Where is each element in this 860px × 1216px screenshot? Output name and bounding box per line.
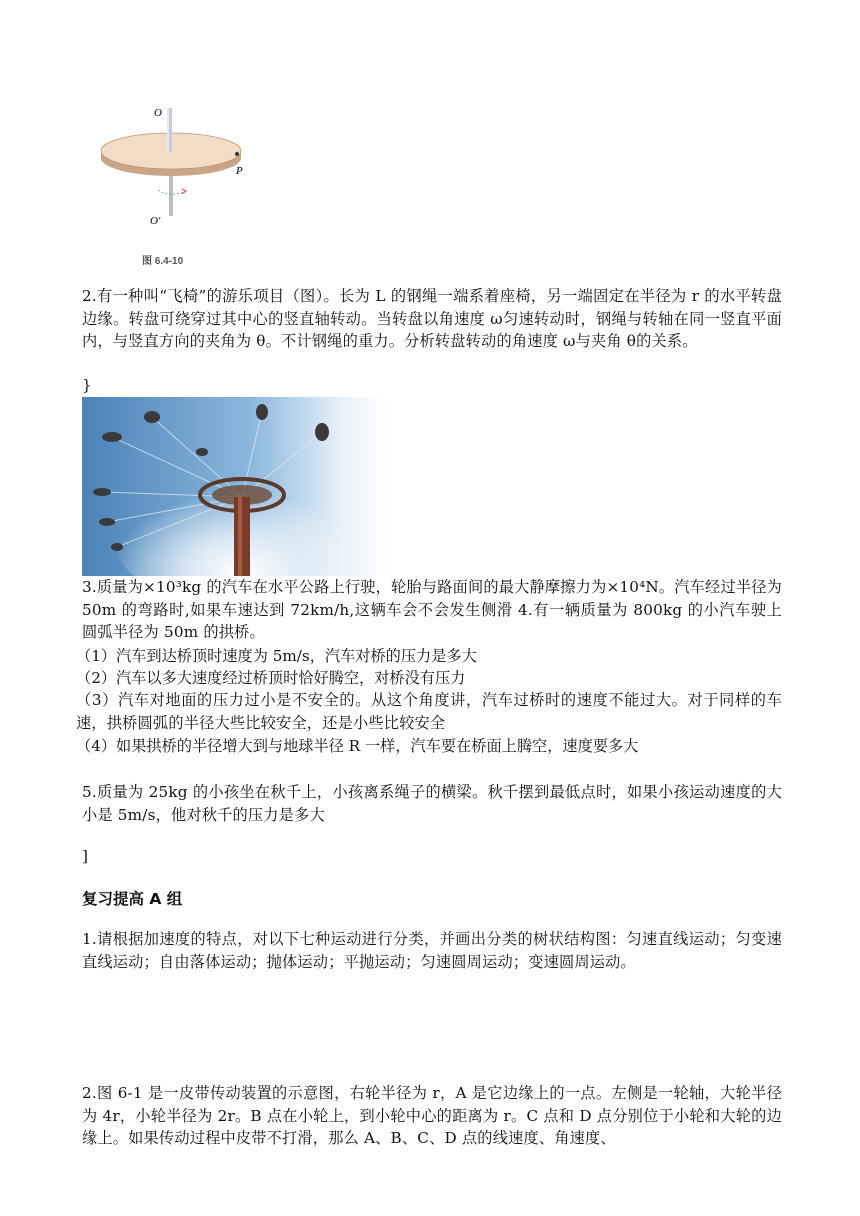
question-3-text: 3.质量为×10³kg 的汽车在水平公路上行驶，轮胎与路面间的最大静摩擦力为×10⁴N。汽车经过半径为 50m 的弯路时,如果车速达到 72km/h,这辆车会不会发生侧滑 4.有一辆质量为 800kg 的小汽车驶上圆弧半径为 50m 的拱桥。 (82, 578, 782, 641)
a-group-question-2: 2.图 6-1 是一皮带传动装置的示意图，右轮半径为 r，A 是它边缘上的一点。左侧是一轮轴，大轮半径为 4r，小轮半径为 2r。B 点在小轮上，到小轮中心的距离为 r。C 点和 D 点分别位于小轮和大轮的边缘上。如果传动过程中皮带不打滑，那么 A、B、C、D 点的线速度、角速度、 (82, 1084, 782, 1147)
section-heading: 复习提高 A 组 (82, 890, 183, 908)
a-group-question-1: 1.请根据加速度的特点，对以下七种运动进行分类，并画出分类的树状结构图：匀速直线运动；匀变速直线运动；自由落体运动；抛体运动；平抛运动；匀速圆周运动；变速圆周运动。 (82, 930, 782, 971)
question-4-item-1: （1）汽车到达桥顶时速度为 5m/s，汽车对桥的压力是多大 (76, 647, 477, 665)
question-4-item-2: （2）汽车以多大速度经过桥顶时恰好腾空，对桥没有压力 (76, 669, 466, 687)
question-5-text: 5.质量为 25kg 的小孩坐在秋千上，小孩离系绳子的横梁。秋千摆到最低点时，如果小孩运动速度的大小是 5m/s，他对秋千的压力是多大 (82, 783, 782, 824)
rotating-disk-figure (96, 96, 256, 271)
figure-caption: 图 6.4-10 (142, 256, 184, 267)
stray-bracket: ] (82, 847, 88, 865)
flying-chair-photo (82, 397, 388, 576)
question-2-text: 2.有一种叫“飞椅”的游乐项目（图）。长为 L 的钢绳一端系着座椅，另一端固定在半径为 r 的水平转盘边缘。转盘可绕穿过其中心的竖直轴转动。当转盘以角速度 ω匀速转动时，钢绳与转轴在同一竖直平面内，与竖直方向的夹角为 θ。不计钢绳的重力。分析转盘转动的角速度 ω与夹角 θ的关系。 (82, 287, 782, 350)
label-o-prime: O′ (150, 215, 161, 227)
label-p: P (236, 165, 243, 177)
question-4-item-4: （4）如果拱桥的半径增大到与地球半径 R 一样，汽车要在桥面上腾空，速度要多大 (76, 737, 639, 755)
label-o: O (154, 107, 162, 119)
disk-diagram (101, 108, 241, 216)
question-4-item-3: （3）汽车对地面的压力过小是不安全的。从这个角度讲，汽车过桥时的速度不能过大。对于同样的车速，拱桥圆弧的半径大些比较安全，还是小些比较安全 (76, 691, 782, 732)
stray-brace: } (82, 376, 92, 394)
